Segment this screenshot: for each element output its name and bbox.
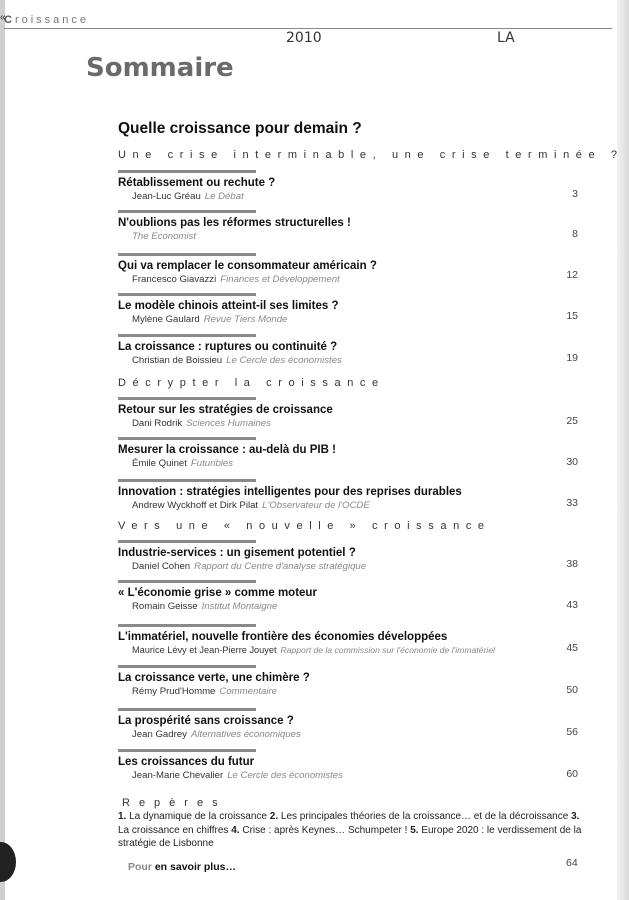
entry-bar (118, 210, 256, 213)
toc-entry[interactable] (118, 397, 578, 430)
entry-bar (118, 397, 256, 400)
entry-author: Christian de Boissieu (132, 355, 223, 366)
entry-meta (132, 190, 578, 203)
entry-page: 8 (572, 228, 578, 240)
entry-page: 30 (566, 456, 578, 468)
repere-text[interactable]: La croissance en chiffres (118, 824, 229, 836)
entry-author: Mylène Gaulard (132, 314, 200, 325)
brand-first-letter: C (4, 14, 15, 26)
more-info-link[interactable] (128, 861, 236, 873)
entry-meta (132, 354, 578, 367)
entry-meta (132, 728, 578, 741)
toc-entry[interactable] (118, 580, 578, 613)
entry-title: « L'économie grise » comme moteur (118, 587, 317, 599)
entry-bar (118, 665, 256, 668)
reperes-list (118, 810, 588, 851)
entry-source: L'Observateur de l'OCDE (262, 500, 370, 511)
entry-title: Qui va remplacer le consommateur américain ? (118, 260, 377, 272)
entry-author: Dani Rodrik (132, 418, 183, 429)
entry-title: Rétablissement ou rechute ? (118, 177, 276, 189)
toc-entry[interactable] (118, 210, 578, 243)
entry-meta (132, 273, 578, 286)
repere-num: 4. (231, 824, 240, 836)
entry-author: Andrew Wyckhoff et Dirk Pilat (132, 500, 259, 511)
handwritten-initials: LA (497, 30, 515, 46)
entry-source: Rapport du Centre d'analyse stratégique (194, 561, 367, 572)
entry-page: 60 (566, 768, 578, 780)
entry-bar (118, 170, 256, 173)
entry-meta (132, 600, 578, 613)
entry-page: 56 (566, 726, 578, 738)
entry-bar (118, 479, 256, 482)
entry-meta (132, 560, 578, 573)
toc-entry[interactable] (118, 293, 578, 326)
toc-entry[interactable] (118, 540, 578, 573)
page-title: Sommaire (86, 53, 234, 83)
entry-author: Maurice Lévy et Jean-Pierre Jouyet (132, 645, 277, 655)
entry-title: Mesurer la croissance : au-delà du PIB ! (118, 444, 336, 456)
brand-rest: roissance (14, 14, 90, 26)
running-header (4, 14, 89, 26)
page-right-edge (617, 0, 629, 900)
toc-entry[interactable] (118, 479, 578, 512)
entry-title: L'immatériel, nouvelle frontière des économies développées (118, 631, 448, 643)
entry-source: Alternatives économiques (190, 729, 301, 740)
section-label: Une crise interminable, une crise terminée ? (118, 149, 624, 161)
entry-source: Sciences Humaines (186, 418, 271, 429)
entry-title: La croissance verte, une chimère ? (118, 672, 310, 684)
entry-meta (132, 769, 578, 782)
entry-bar (118, 624, 256, 627)
entry-source: Futuribles (190, 458, 234, 469)
entry-author: Jean-Luc Gréau (132, 191, 201, 202)
entry-bar (118, 253, 256, 256)
entry-page: 45 (566, 642, 578, 654)
entry-source: Institut Montaigne (201, 601, 278, 612)
entry-title: Le modèle chinois atteint-il ses limites ? (118, 300, 339, 312)
repere-text[interactable]: La dynamique de la croissance (129, 811, 267, 822)
entry-bar (118, 437, 256, 440)
entry-meta (132, 457, 578, 470)
entry-title: La prospérité sans croissance ? (118, 715, 294, 727)
more-first-word: Pour (128, 861, 152, 873)
toc-entry[interactable] (118, 334, 578, 367)
entry-source: Finances et Développement (220, 274, 340, 285)
page-left-edge (0, 0, 5, 900)
entry-page: 43 (566, 599, 578, 611)
entry-bar (118, 293, 256, 296)
more-info-page: 64 (566, 857, 578, 869)
entry-meta (132, 644, 578, 657)
corner-mark (0, 842, 16, 882)
header-rule (4, 28, 612, 29)
brand-mark: « (0, 12, 6, 23)
entry-title: Retour sur les stratégies de croissance (118, 404, 333, 416)
entry-source: Commentaire (219, 686, 277, 697)
toc-entry[interactable] (118, 170, 578, 203)
entry-title: Les croissances du futur (118, 756, 255, 768)
entry-title: Industrie-services : un gisement potentiel ? (118, 547, 356, 559)
entry-meta (132, 313, 578, 326)
entry-title: N'oublions pas les réformes structurelles ! (118, 217, 351, 229)
entry-page: 38 (566, 558, 578, 570)
entry-meta (132, 499, 578, 512)
repere-num: 1. (118, 811, 127, 822)
entry-author: Romain Geisse (132, 601, 198, 612)
entry-page: 19 (566, 352, 578, 364)
entry-page: 3 (572, 188, 578, 200)
entry-author: Jean-Marie Chevalier (132, 770, 224, 781)
entry-bar (118, 580, 256, 583)
entry-page: 25 (566, 415, 578, 427)
entry-author: Daniel Cohen (132, 561, 191, 572)
entry-source: Le Cercle des économistes (227, 770, 343, 781)
entry-page: 50 (566, 684, 578, 696)
entry-bar (118, 334, 256, 337)
toc-entry[interactable] (118, 749, 578, 782)
repere-text[interactable]: Les principales théories de la croissance… et de la décroissance (280, 811, 569, 822)
repere-text[interactable]: Europe 2020 : le verdissement de la stratégie de Lisbonne (118, 824, 582, 849)
toc-entry[interactable] (118, 253, 578, 286)
entry-meta (132, 417, 578, 430)
entry-author: Jean Gadrey (132, 729, 187, 740)
handwritten-year: 2010 (286, 30, 322, 46)
toc-entry[interactable] (118, 624, 578, 657)
entry-source: The Economist (132, 231, 196, 242)
entry-page: 15 (566, 310, 578, 322)
entry-source: Rapport de la commission sur l'économie de l'immatériel (280, 645, 495, 655)
entry-bar (118, 749, 256, 752)
entry-author: Émile Quinet (132, 458, 187, 469)
entry-page: 12 (566, 269, 578, 281)
entry-author: Francesco Giavazzi (132, 274, 217, 285)
repere-num: 2. (269, 811, 279, 822)
entry-author: Rémy Prud'Homme (132, 686, 216, 697)
entry-source: Le Cercle des économistes (226, 355, 342, 366)
more-rest: en savoir plus… (154, 861, 236, 873)
repere-num: 3. (571, 811, 580, 822)
entry-source: Revue Tiers Monde (203, 314, 288, 325)
reperes-label: Repères (122, 797, 227, 809)
entry-page: 33 (566, 497, 578, 509)
repere-text[interactable]: Crise : après Keynes… Schumpeter ! (242, 824, 408, 836)
entry-meta (132, 685, 578, 698)
entry-source: Le Débat (204, 191, 244, 202)
toc-entry[interactable] (118, 437, 578, 470)
toc-entry[interactable] (118, 708, 578, 741)
entry-meta (132, 230, 578, 243)
section-label: Décrypter la croissance (118, 377, 385, 389)
entry-title: Innovation : stratégies intelligentes pour des reprises durables (118, 486, 462, 498)
section-label: Vers une « nouvelle » croissance (118, 520, 491, 532)
repere-num: 5. (410, 824, 419, 836)
entry-title: La croissance : ruptures ou continuité ? (118, 341, 338, 353)
main-title: Quelle croissance pour demain ? (118, 120, 362, 137)
toc-entry[interactable] (118, 665, 578, 698)
entry-bar (118, 540, 256, 543)
entry-bar (118, 708, 256, 711)
